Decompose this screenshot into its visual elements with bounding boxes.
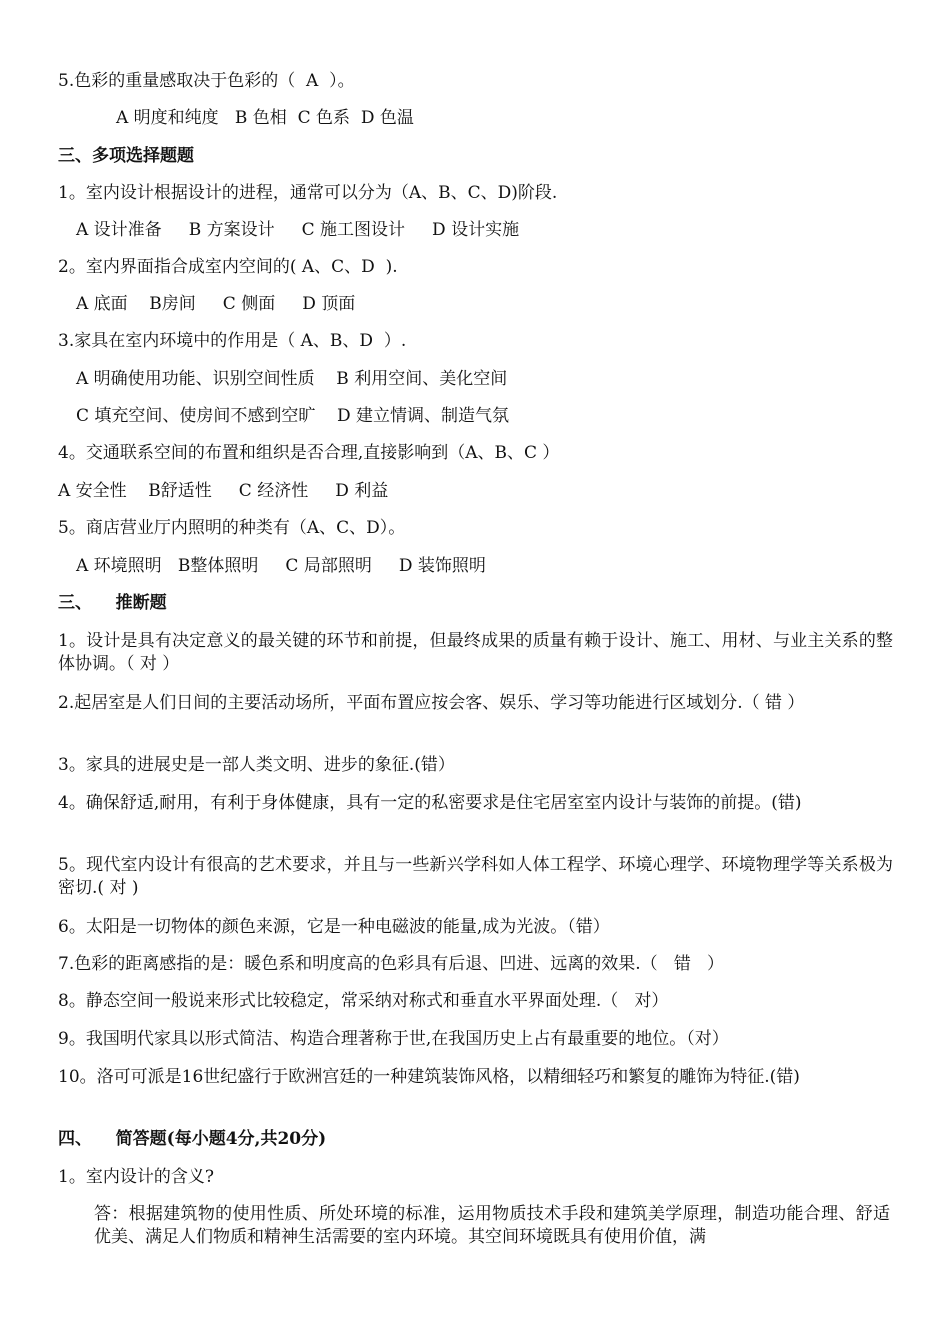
single-choice-q5-options: A 明度和纯度 B 色相 C 色系 D 色温 bbox=[116, 108, 414, 128]
section-judge-title: 三、 推断题 bbox=[58, 593, 167, 613]
judge-item-8: 8。静态空间一般说来形式比较稳定，常采纳对称式和垂直水平界面处理.（ 对） bbox=[58, 991, 669, 1011]
multi-q4-options: A 安全性 B舒适性 C 经济性 D 利益 bbox=[58, 481, 389, 501]
short-a1: 答：根据建筑物的使用性质、所处环境的标准，运用物质技术手段和建筑美学原理，制造功能合理、舒适优美、满足人们物质和精神生活需要的室内环境。其空间环境既具有使用价值，满 bbox=[94, 1204, 890, 1247]
section-multi-title: 三、多项选择题题 bbox=[58, 146, 194, 166]
judge-item-5: 5。现代室内设计有很高的艺术要求，并且与一些新兴学科如人体工程学、环境心理学、环境物理学等关系极为密切.( 对 ) bbox=[58, 855, 893, 898]
multi-q3-options-2: C 填充空间、使房间不感到空旷 D 建立情调、制造气氛 bbox=[76, 406, 510, 426]
judge-item-10: 10。洛可可派是16世纪盛行于欧洲宫廷的一种建筑装饰风格，以精细轻巧和繁复的雕饰为特征.(错) bbox=[58, 1067, 800, 1087]
judge-item-9: 9。我国明代家具以形式简洁、构造合理著称于世,在我国历史上占有最重要的地位。（对） bbox=[58, 1029, 729, 1049]
multi-q1: 1。室内设计根据设计的进程，通常可以分为（A、B、C、D)阶段. bbox=[58, 183, 558, 203]
multi-q3: 3.家具在室内环境中的作用是（ A、B、D ）. bbox=[58, 331, 407, 351]
multi-q4: 4。交通联系空间的布置和组织是否合理,直接影响到（A、B、C ） bbox=[58, 443, 560, 463]
single-choice-q5: 5.色彩的重量感取决于色彩的（ A ）。 bbox=[58, 71, 355, 91]
judge-item-4: 4。确保舒适,耐用，有利于身体健康，具有一定的私密要求是住宅居室室内设计与装饰的前提。(错) bbox=[58, 793, 802, 813]
multi-q5-options: A 环境照明 B整体照明 C 局部照明 D 装饰照明 bbox=[76, 556, 486, 576]
multi-q1-options: A 设计准备 B 方案设计 C 施工图设计 D 设计实施 bbox=[76, 220, 520, 240]
short-q1: 1。室内设计的含义? bbox=[58, 1167, 214, 1187]
judge-item-7: 7.色彩的距离感指的是：暖色系和明度高的色彩具有后退、凹进、远离的效果.（ 错 ） bbox=[58, 954, 725, 974]
judge-item-6: 6。太阳是一切物体的颜色来源，它是一种电磁波的能量,成为光波。（错） bbox=[58, 917, 610, 937]
judge-item-3: 3。家具的进展史是一部人类文明、进步的象征.(错） bbox=[58, 755, 455, 775]
multi-q5: 5。商店营业厅内照明的种类有（A、C、D）。 bbox=[58, 518, 406, 538]
multi-q2-options: A 底面 B房间 C 侧面 D 顶面 bbox=[76, 294, 356, 314]
multi-q2: 2。室内界面指合成室内空间的( A、C、D ). bbox=[58, 257, 398, 277]
multi-q3-options-1: A 明确使用功能、识别空间性质 B 利用空间、美化空间 bbox=[76, 369, 508, 389]
section-short-title: 四、 简答题(每小题4分,共20分) bbox=[58, 1129, 327, 1149]
judge-item-1: 1。设计是具有决定意义的最关键的环节和前提，但最终成果的质量有赖于设计、施工、用材、与业主关系的整体协调。（ 对 ） bbox=[58, 631, 893, 674]
judge-item-2: 2.起居室是人们日间的主要活动场所，平面布置应按会客、娱乐、学习等功能进行区域划分.（ 错 ） bbox=[58, 693, 805, 713]
